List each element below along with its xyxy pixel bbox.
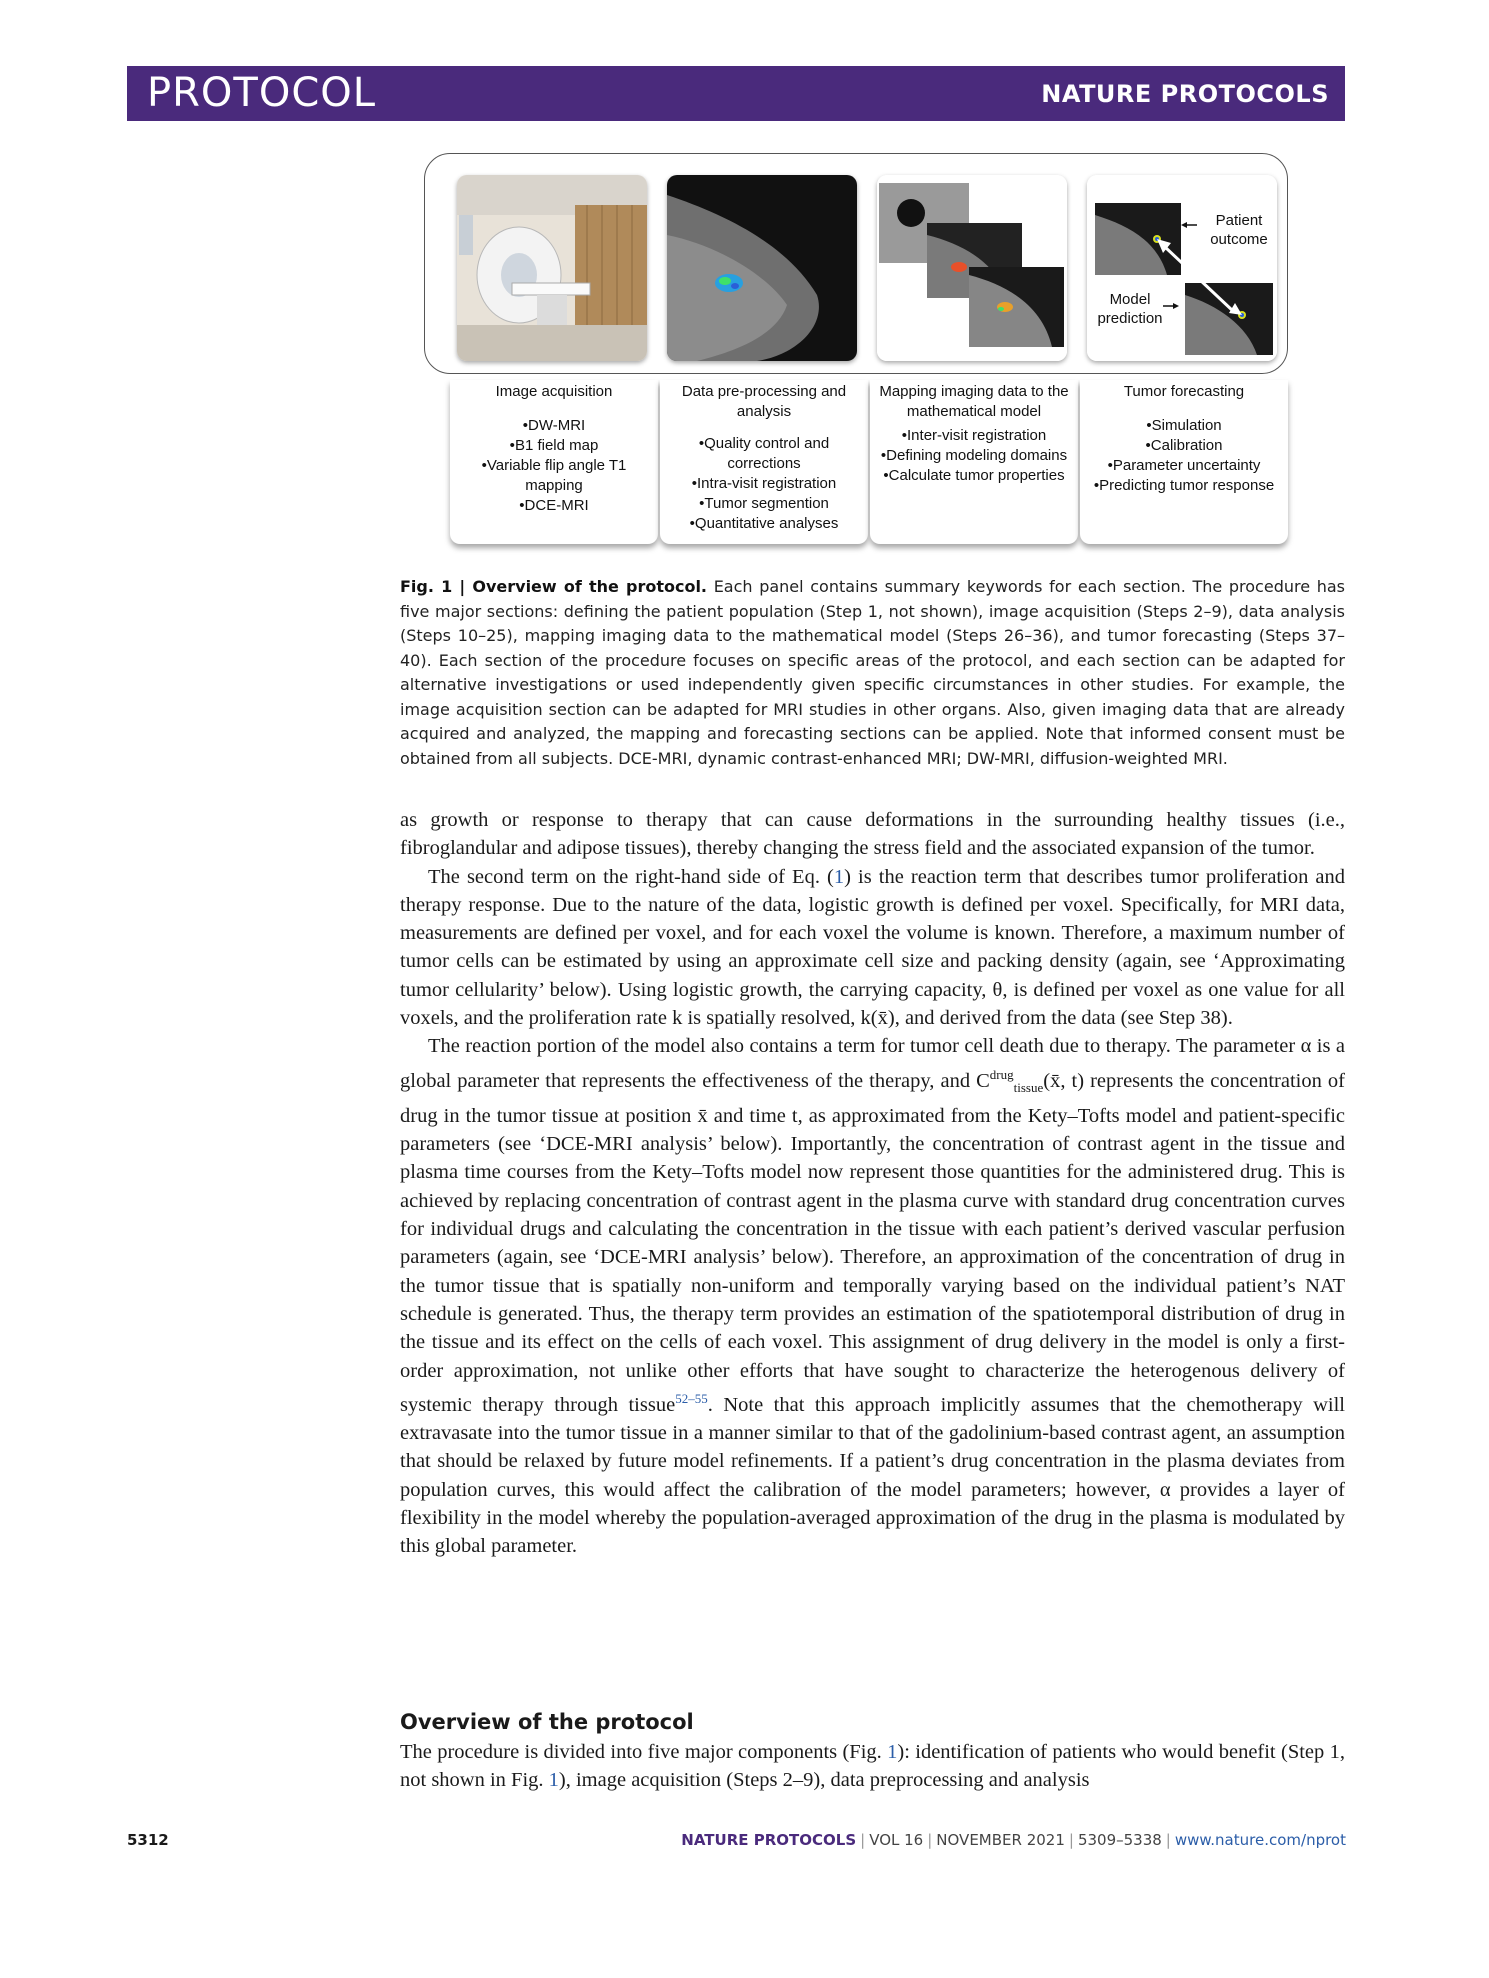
text-run: . Note that this approach implicitly assumes that the chemotherapy will extravasate into the tumor tissue in a manner similar to that of the gadolinium-based contrast agent, an assumption that should be relaxed by future model refinements. If a patient’s drug concentration in the plasma deviates from population curves, this would affect the calibration of the model parameters; however, α provides a layer of flexibility in the model whereby the population-averaged approximation of the drug in the plasma is modulated by this global parameter.	[400, 1393, 1345, 1558]
card-item: • DCE-MRI	[456, 496, 652, 516]
card-title: Tumor forecasting	[1123, 383, 1245, 400]
figure-link[interactable]: 1	[548, 1769, 559, 1792]
text-run: The reaction portion of the model also contains a term for tumor cell death due to therapy. The parameter α is a global parameter that represents the effectiveness of the therapy, and C	[400, 1035, 1345, 1092]
model-prediction-label: Model prediction	[1097, 291, 1163, 327]
paragraph	[400, 1738, 1345, 1795]
card-item: • Variable flip angle T1 mapping	[456, 456, 652, 496]
subscript: tissue	[1013, 1079, 1044, 1095]
text-run: ), image acquisition (Steps 2–9), data preprocessing and analysis	[558, 1769, 1090, 1792]
footer-volume: VOL 16	[869, 1831, 924, 1849]
mapping-images-stack	[877, 175, 1067, 361]
text-run: ) is the reaction term that describes tumor proliferation and therapy response. Due to the nature of the data, logistic growth is defined per voxel. Specifically, for MRI data, measurements are defined per voxel, and for each voxel the volume is known. Therefore, a maximum number of tumor cells can be estimated by using an approximate cell size and packing density (again, see ‘Approximating tumor cellularity’ below). Using logistic growth, the carrying capacity, θ, is defined per voxel as one value for all voxels, and the proliferation rate k is spatially resolved, k(x̄), and derived from the data (see Step 38).	[400, 865, 1346, 1030]
card-item: • Quantitative analyses	[666, 514, 862, 534]
card-item: • Simulation	[1086, 416, 1282, 436]
card-item: • Quality control and corrections	[666, 434, 862, 474]
footer-journal: NATURE PROTOCOLS	[681, 1831, 857, 1849]
header-bar	[127, 66, 1345, 121]
card-item: • Defining modeling domains	[876, 446, 1072, 466]
caption-label: Fig. 1 | Overview of the protocol.	[400, 577, 708, 596]
card-item: • B1 field map	[456, 436, 652, 456]
card-item: • Calibration	[1086, 436, 1282, 456]
footer-pages: 5309–5338	[1077, 1831, 1162, 1849]
card-image-acquisition	[450, 380, 658, 544]
card-item: • Inter-visit registration	[876, 426, 1072, 446]
caption-text: Each panel contains summary keywords for each section. The procedure has five major sections: defining the patient population (Step 1, not shown), image acquisition (Steps 2–9), data analysis (Steps 10–25), mapping imaging data to the mathematical model (Steps 26–36), and tumor forecasting (Steps 37–40). Each section of the procedure focuses on specific areas of the protocol, and each section can be adapted for alternative investigations or used independently given specific circumstances in other studies. For example, the image acquisition section can be adapted for MRI studies in other organs. Also, given imaging data that are already acquired and analyzed, the mapping and forecasting sections can be applied. Note that informed consent must be obtained from all subjects. DCE-MRI, dynamic contrast-enhanced MRI; DW-MRI, diffusion-weighted MRI.	[400, 577, 1346, 768]
equation-link[interactable]: 1	[833, 865, 845, 888]
paragraph	[400, 863, 1345, 1033]
card-title: Mapping imaging data to the mathematical model	[879, 383, 1069, 420]
body-text	[400, 806, 1345, 1560]
card-item: • Tumor segmention	[666, 494, 862, 514]
figure-caption	[400, 575, 1345, 771]
section-heading: Overview of the protocol	[400, 1710, 694, 1734]
card-title: Data pre-processing and analysis	[681, 383, 847, 420]
paragraph: as growth or response to therapy that can cause deformations in the surrounding healthy tissues (i.e., fibroglandular and adipose tissues), thereby changing the stress field and the associated expansion of the tumor.	[400, 809, 1345, 860]
card-tumor-forecasting	[1080, 380, 1288, 544]
breast-mri-image	[667, 175, 857, 361]
card-mapping-model	[870, 380, 1078, 544]
card-item: • Intra-visit registration	[666, 474, 862, 494]
footer-date: NOVEMBER 2021	[936, 1831, 1065, 1849]
page-number: 5312	[127, 1831, 169, 1849]
mri-scanner-photo	[457, 175, 647, 361]
section-body	[400, 1738, 1345, 1795]
footer-url[interactable]: www.nature.com/nprot	[1174, 1831, 1346, 1849]
section-label: PROTOCOL	[147, 70, 377, 116]
card-item: • DW-MRI	[456, 416, 652, 436]
tumor-forecast-panel	[1087, 175, 1277, 361]
text-run: ): identification of patients who would benefit (Step 1, not shown in Fig.	[400, 1741, 1345, 1792]
card-data-preprocessing	[660, 380, 868, 544]
text-run: The procedure is divided into five major components (Fig.	[400, 1741, 888, 1763]
patient-outcome-label: Patient outcome	[1210, 212, 1268, 248]
journal-name: NATURE PROTOCOLS	[1041, 80, 1329, 108]
card-title: Image acquisition	[495, 383, 613, 400]
citation-link[interactable]: 52–55	[675, 1390, 708, 1406]
paragraph	[400, 1032, 1345, 1560]
text-run: The second term on the right-hand side of Eq. (	[428, 865, 834, 888]
card-item: • Predicting tumor response	[1086, 476, 1282, 496]
card-item: • Parameter uncertainty	[1086, 456, 1282, 476]
text-run: (x̄, t) represents the concentration of drug in the tumor tissue at position x̄ and time t, as approximated from the Kety–Tofts model and patient-specific parameters (see ‘DCE-MRI analysis’ below). Importantly, the concentration of contrast agent in the tissue and plasma time courses from the Kety–Tofts model now represent those quantities for the administered drug. This is achieved by replacing concentration of contrast agent in the plasma curve with standard drug concentration curves for individual drugs and calculating the concentration in the tissue with each patient’s derived vascular perfusion parameters (again, see ‘DCE-MRI analysis’ below). Therefore, an approximation of the concentration of drug in the tumor tissue that is spatially non-uniform and temporally varying based on the individual patient’s NAT schedule is generated. Thus, the therapy term provides an estimation of the spatiotemporal distribution of drug in the tissue and its effect on the cells of each voxel. This assignment of drug delivery in the model is only a first-order approximation, not unlike other efforts that have sought to characterize the heterogenous delivery of systemic therapy through tissue	[400, 1069, 1345, 1416]
card-item: • Calculate tumor properties	[876, 466, 1072, 486]
superscript: drug	[989, 1066, 1014, 1082]
figure-link[interactable]: 1	[887, 1741, 898, 1763]
footer-citation: NATURE PROTOCOLS | VOL 16 | NOVEMBER 2021 | 5309–5338 | www.nature.com/nprot	[681, 1831, 1346, 1849]
